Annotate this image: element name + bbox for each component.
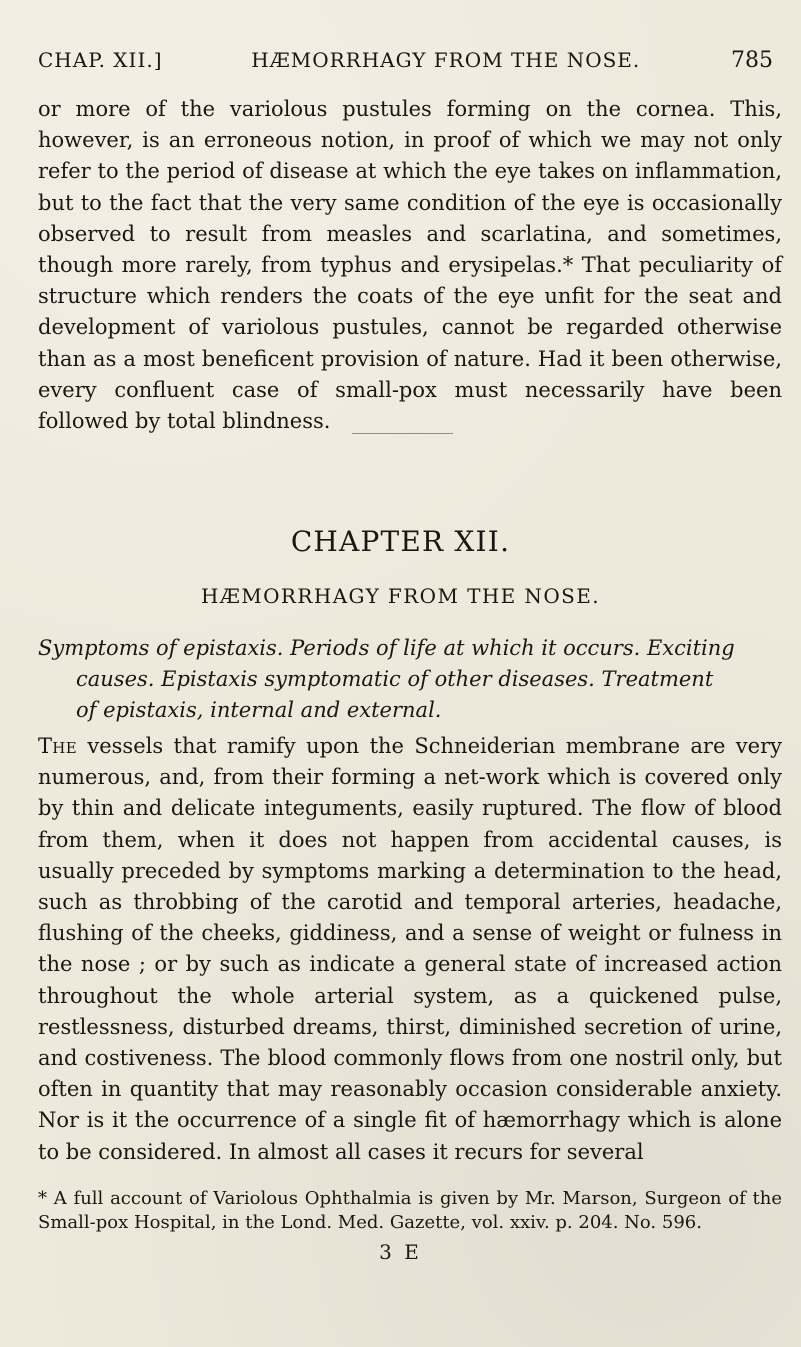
running-title: HÆMORRHAGY FROM THE NOSE. (251, 48, 641, 72)
summary-line-3: of epistaxis, internal and external. (76, 698, 442, 722)
footnote: * A full account of Variolous Ophthalmia is given by Mr. Marson, Surgeon of the Small-pox Hospital, in the Lond. Med. Gazette, vol. xxiv. p. 204. No. 596. (38, 1188, 782, 1233)
summary-line-2: causes. Epistaxis symptomatic of other diseases. Treatment (76, 667, 714, 691)
summary-line-1: Symptoms of epistaxis. Periods of life at which it occurs. Exciting (38, 636, 735, 660)
running-head (38, 46, 773, 74)
chapter-subtitle: HÆMORRHAGY FROM THE NOSE. (201, 584, 600, 608)
section-divider (352, 433, 453, 434)
intro-paragraph: or more of the variolous pustules forming on the cornea. This, however, is an erroneous notion, in proof of which we may not only refer to the period of disease at which the eye takes on inflammation, but to the fact that the very same condition of the eye is occasionally observed to result from measles and scarlatina, and sometimes, though more rarely, from typhus and erysipelas.* That peculiarity of structure which renders the coats of the eye unfit for the seat and development of variolous pustules, cannot be regarded otherwise than as a most beneficent provision of nature. Had it been otherwise, every confluent case of small-pox must necessarily have been followed by total blindness. (38, 97, 782, 434)
signature-mark: 3 E (379, 1240, 422, 1264)
lead-word: The (38, 734, 77, 758)
page-number: 785 (731, 47, 773, 73)
main-paragraph-text: vessels that ramify upon the Schneiderian membrane are very numerous, and, from their forming a net-work which is covered only by thin and delicate integuments, easily ruptured. The flow of blood from them, when it does not happen from accidental causes, is usually preceded by symptoms marking a determination to the head, such as throbbing of the carotid and temporal arteries, headache, flushing of the cheeks, giddiness, and a sense of weight or fulness in the nose ; or by such as indicate a general state of increased action throughout the whole arterial system, as a quickened pulse, restlessness, disturbed dreams, thirst, diminished secretion of urine, and costiveness. The blood commonly flows from one nostril only, but often in quantity that may reasonably occasion considerable anxiety. Nor is it the occurrence of a single fit of hæmorrhagy which is alone to be considered. In almost all cases it recurs for several (38, 734, 782, 1164)
chapter-summary (38, 633, 782, 726)
chapter-title: CHAPTER XII. (290, 525, 511, 558)
chapter-marker: CHAP. XII.] (38, 48, 163, 72)
main-paragraph (38, 731, 782, 1168)
